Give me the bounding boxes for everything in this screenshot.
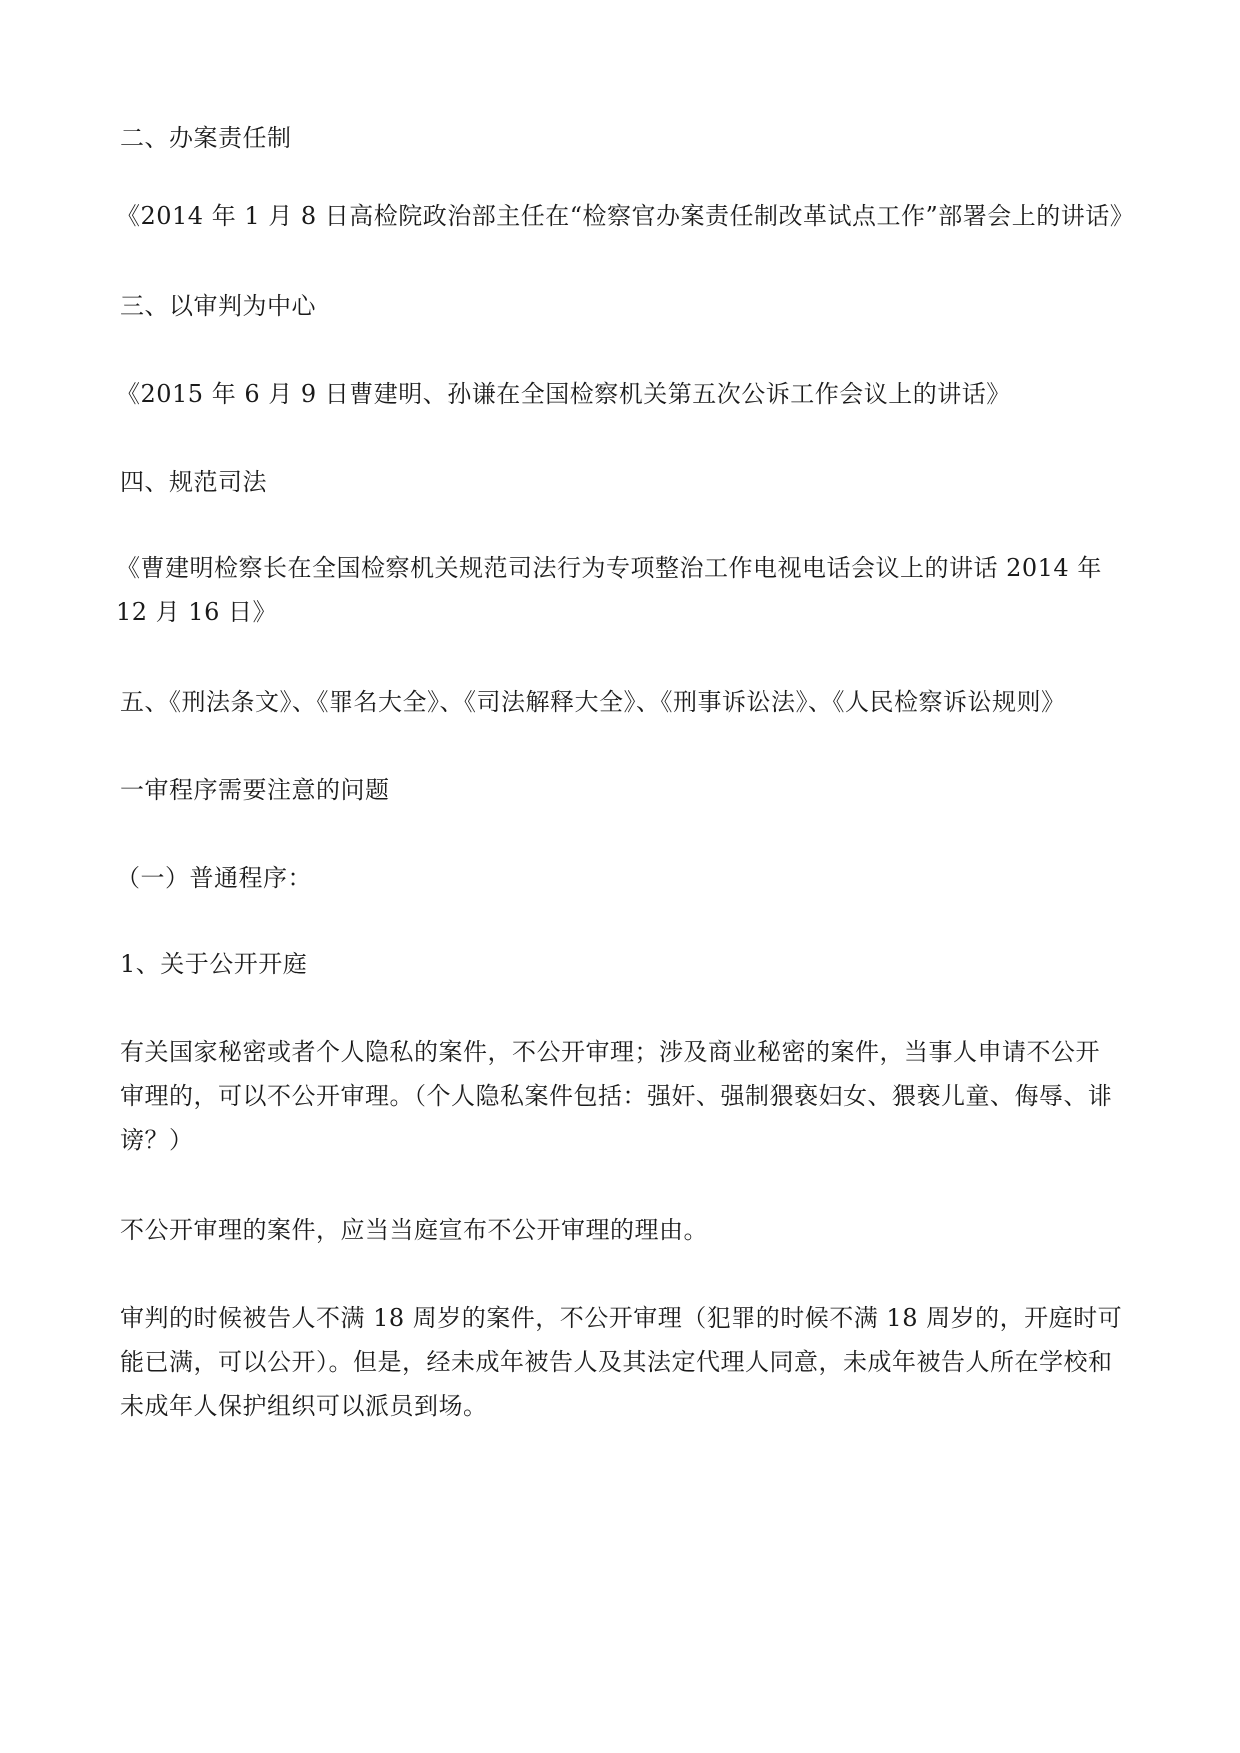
text-line: 不公开审理的案件，应当当庭宣布不公开审理的理由。 bbox=[120, 1216, 708, 1244]
text-line: 1、关于公开开庭 bbox=[120, 950, 308, 978]
reference-cao-speech bbox=[116, 546, 1126, 634]
text-line: 《曹建明检察长在全国检察机关规范司法行为专项整治工作电视电话会议上的讲话 2014 年 bbox=[116, 554, 1102, 582]
heading-first-instance bbox=[120, 768, 1130, 812]
text-line: 二、办案责任制 bbox=[120, 124, 292, 152]
heading-ordinary-procedure bbox=[116, 856, 1126, 900]
text-line: 四、规范司法 bbox=[120, 468, 267, 496]
text-line: 未成年人保护组织可以派员到场。 bbox=[120, 1392, 488, 1420]
text-line: 审判的时候被告人不满 18 周岁的案件，不公开审理（犯罪的时候不满 18 周岁的，开庭时可 bbox=[120, 1304, 1123, 1332]
text-line: 审理的，可以不公开审理。（个人隐私案件包括：强奸、强制猥亵妇女、猥亵儿童、侮辱、诽 bbox=[120, 1082, 1113, 1110]
reference-2014-speech bbox=[116, 194, 1135, 238]
text-line: （一）普通程序： bbox=[116, 864, 312, 892]
heading-judicial-standards bbox=[120, 460, 1130, 504]
heading-public-hearing bbox=[120, 942, 1130, 986]
text-line: 一审程序需要注意的问题 bbox=[120, 776, 390, 804]
text-line: 12 月 16 日》 bbox=[116, 598, 277, 626]
heading-case-responsibility bbox=[120, 116, 1130, 160]
text-line: 三、以审判为中心 bbox=[120, 292, 316, 320]
paragraph-announce-reason bbox=[120, 1208, 1130, 1252]
paragraph-privacy-cases bbox=[120, 1030, 1130, 1162]
text-line: 谤？） bbox=[120, 1126, 194, 1154]
reference-2015-speech bbox=[116, 372, 1126, 416]
paragraph-minor-defendants bbox=[120, 1296, 1130, 1428]
text-line: 五、《刑法条文》、《罪名大全》、《司法解释大全》、《刑事诉讼法》、《人民检察诉讼规则》 bbox=[120, 688, 1066, 716]
heading-trial-centered bbox=[120, 284, 1130, 328]
text-line: 《2014 年 1 月 8 日高检院政治部主任在“检察官办案责任制改革试点工作”部署会上的讲话》 bbox=[116, 202, 1135, 230]
text-line: 有关国家秘密或者个人隐私的案件，不公开审理；涉及商业秘密的案件，当事人申请不公开 bbox=[120, 1038, 1100, 1066]
heading-laws-list bbox=[120, 680, 1130, 724]
text-line: 能已满，可以公开）。但是，经未成年被告人及其法定代理人同意，未成年被告人所在学校和 bbox=[120, 1348, 1113, 1376]
text-line: 《2015 年 6 月 9 日曹建明、孙谦在全国检察机关第五次公诉工作会议上的讲话》 bbox=[116, 380, 1011, 408]
